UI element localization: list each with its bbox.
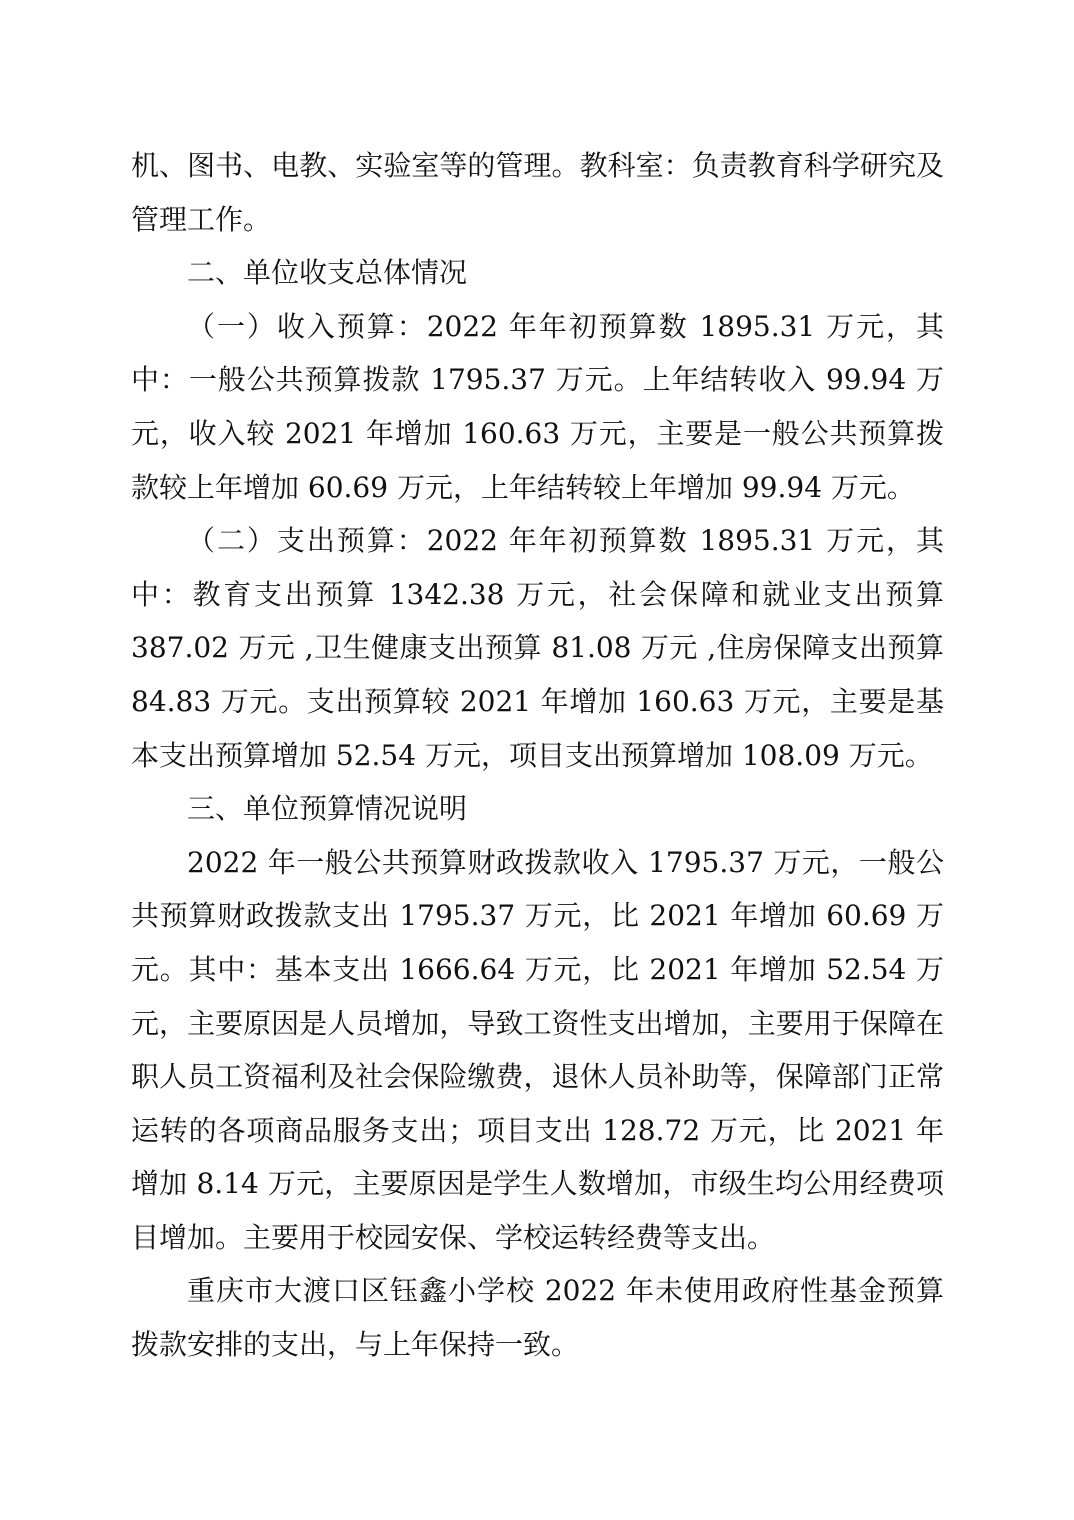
paragraph-general-public-budget: 2022 年一般公共预算财政拨款收入 1795.37 万元，一般公共预算财政拨款支出 1795.37 万元，比 2021 年增加 60.69 万元。其中：基本支出 1666.64 万元，比 2021 年增加 52.54 万元，主要原因是人员增加，导致工资性支出增加，主要用于保障在职人员工资福利及社会保险缴费，退休人员补助等，保障部门正常运转的各项商品服务支出；项目支出 128.72 万元，比 2021 年增加 8.14 万元，主要原因是学生人数增加，市级生均公用经费项目增加。主要用于校园安保、学校运转经费等支出。 [131, 845, 944, 1254]
section-heading-budget-explanation: 三、单位预算情况说明 [187, 792, 468, 826]
section-heading-revenue-expenditure-overview: 二、单位收支总体情况 [187, 256, 468, 290]
document-body [131, 139, 944, 1372]
paragraph-income-budget: （一）收入预算：2022 年年初预算数 1895.31 万元，其中：一般公共预算拨款 1795.37 万元。上年结转收入 99.94 万元，收入较 2021 年增加 160.63 万元，主要是一般公共预算拨款较上年增加 60.69 万元，上年结转较上年增加 99.94 万元。 [131, 309, 944, 504]
paragraph-government-fund-budget: 重庆市大渡口区钰鑫小学校 2022 年未使用政府性基金预算拨款安排的支出，与上年保持一致。 [131, 1274, 944, 1362]
paragraph-expenditure-budget: （二）支出预算：2022 年年初预算数 1895.31 万元，其中：教育支出预算 1342.38 万元，社会保障和就业支出预算 387.02 万元 ,卫生健康支出预算 81.08 万元 ,住房保障支出预算 84.83 万元。支出预算较 2021 年增加 160.63 万元，主要是基本支出预算增加 52.54 万元，项目支出预算增加 108.09 万元。 [131, 524, 944, 772]
paragraph-continuation: 机、图书、电教、实验室等的管理。教科室：负责教育科学研究及管理工作。 [131, 149, 944, 236]
